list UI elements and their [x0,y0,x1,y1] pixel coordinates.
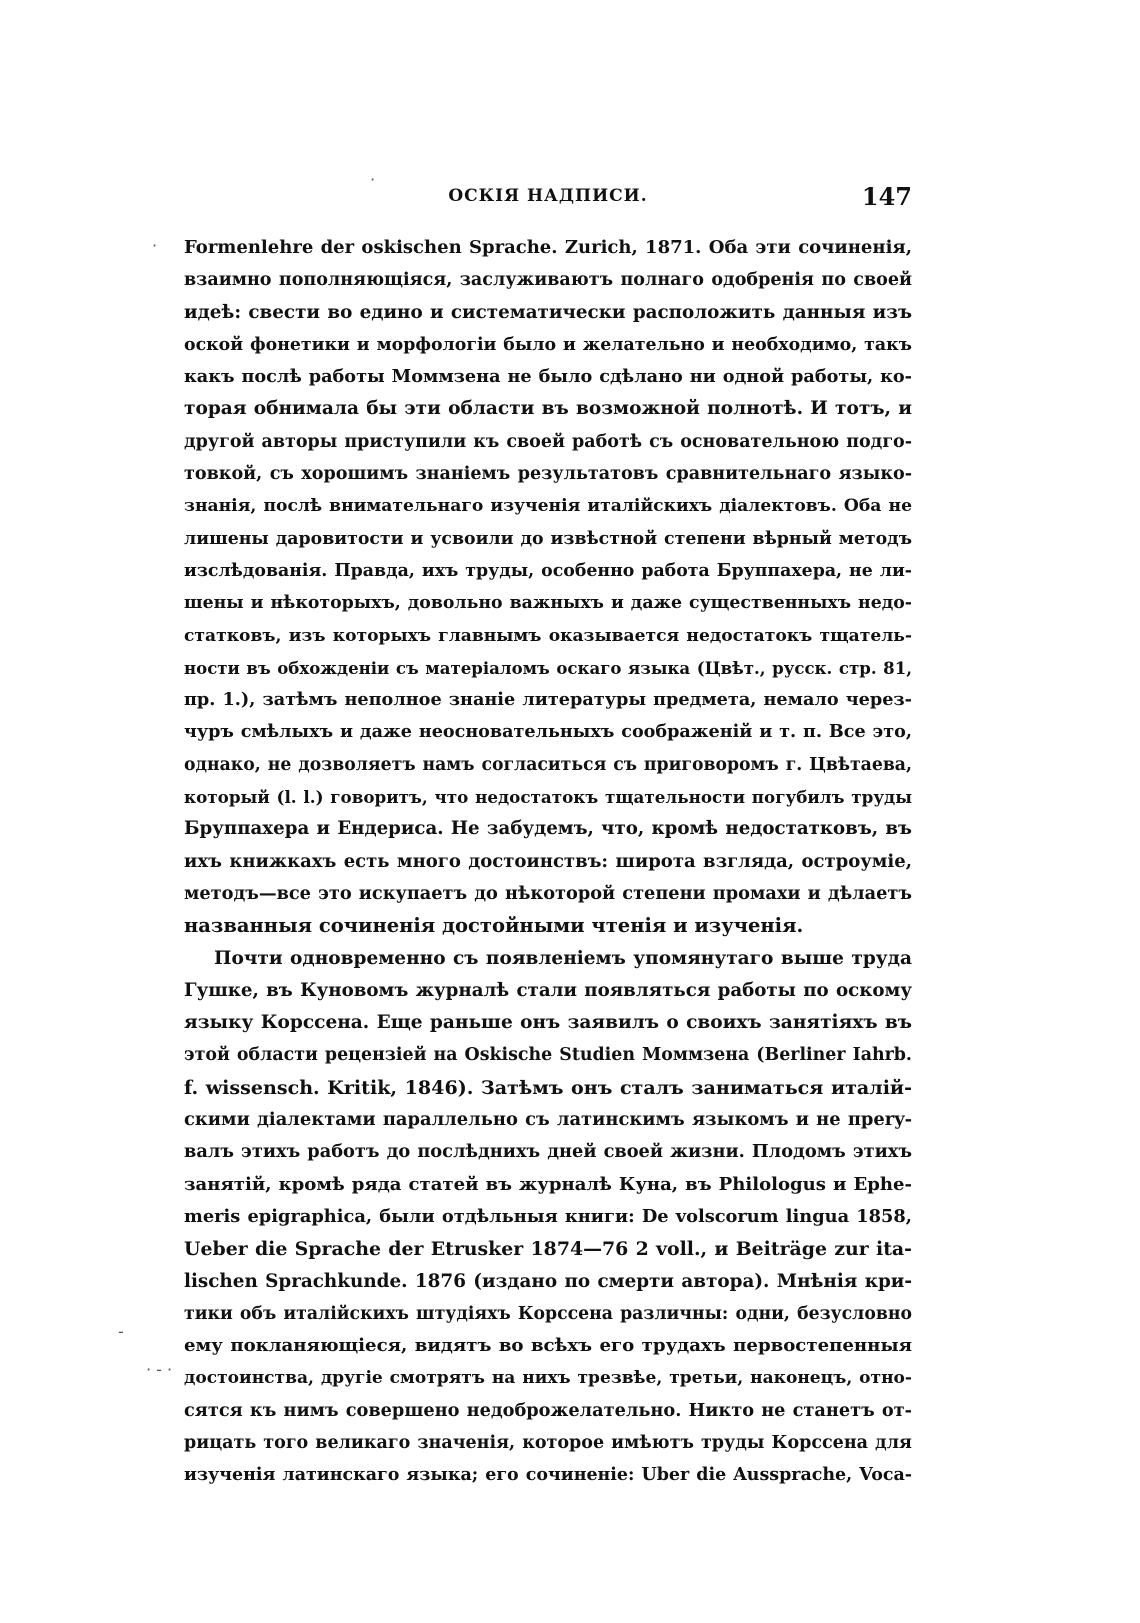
text-line: рицать того великаго значенія, которое имѣютъ труды Корссена для [184,1432,912,1453]
text-line: который (l. l.) говоритъ, что недостатокъ тщательности погубилъ труды [184,787,912,808]
text-line: пр. 1.), затѣмъ неполное знаніе литературы предмета, немало через- [184,689,912,711]
text-line: изученія латинскаго языка; его сочиненіе: Uber die Aussprache, Voca- [184,1465,912,1486]
text-line: meris epigraphica, были отдѣльныя книги: De volscorum lingua 1858, [184,1205,912,1227]
text-line: знанія, послѣ внимательнаго изученія италійскихъ діалектовъ. Оба не [184,496,912,517]
page-number: 147 [861,182,912,211]
running-title: ОСКІЯ НАДПИСИ. [448,186,648,206]
text-line: идеѣ: свести во едино и систематически расположить данныя изъ [184,301,912,323]
text-line: Почти одновременно съ появленіемъ упомянутаго выше труда [214,947,912,969]
text-line: Гушке, въ Куновомъ журналѣ стали появляться работы по оскому [184,979,912,1001]
text-line: языку Корссена. Еще раньше онъ заявилъ о своихъ занятіяхъ въ [184,1012,912,1034]
text-line: оской фонетики и морфологіи было и желательно и необходимо, такъ [184,334,912,355]
body-text [184,232,912,1492]
text-line: ему покланяющіеся, видятъ во всѣхъ его трудахъ первостепенныя [184,1335,912,1357]
paragraph [184,232,912,943]
text-line: тики объ италійскихъ штудіяхъ Корссена различны: одни, безусловно [184,1303,912,1324]
text-line: статковъ, изъ которыхъ главнымъ оказывается недостатокъ тщатель- [184,625,912,646]
text-line: товкой, съ хорошимъ знаніемъ результатовъ сравнительнаго языко- [184,464,912,485]
text-line: изслѣдованія. Правда, ихъ труды, особенно работа Бруппахера, не ли- [184,560,912,581]
text-line: ихъ книжкахъ есть много достоинствъ: широта взгляда, остроуміе, [184,850,912,872]
text-line: ности въ обхожденіи съ матеріаломъ оскаго языка (Цвѣт., русск. стр. 81, [184,657,912,678]
text-line: занятій, кромѣ ряда статей въ журналѣ Куна, въ Philologus и Ephe- [184,1173,912,1195]
paragraph [184,943,912,1492]
text-line: достоинства, другіе смотрятъ на нихъ трезвѣе, третьи, наконецъ, отно- [184,1368,912,1389]
print-speck: · [370,170,376,189]
text-line: сятся къ нимъ совершено недоброжелательно. Никто не станетъ от- [184,1399,912,1421]
text-line: торая обнимала бы эти области въ возможной полнотѣ. И тотъ, и [184,398,912,420]
text-line: названныя сочиненія достойными чтенія и изученія. [184,914,804,938]
print-speck: · - · [146,1360,173,1379]
text-line: Formenlehre der oskischen Sprache. Zurich, 1871. Оба эти сочиненія, [184,237,912,258]
text-line: другой авторы приступили къ своей работѣ съ основательною подго- [184,431,912,452]
text-line: взаимно пополняющіяся, заслуживаютъ полнаго одобренія по своей [184,270,912,291]
text-line: шены и нѣкоторыхъ, довольно важныхъ и даже существенныхъ недо- [184,593,912,614]
text-line: какъ послѣ работы Моммзена не было сдѣлано ни одной работы, ко- [184,366,912,388]
text-line: этой области рецензіей на Oskische Studien Моммзена (Berliner Iahrb. [184,1045,912,1066]
print-speck: - [118,1322,124,1341]
text-line: f. wissensch. Kritik, 1846). Затѣмъ онъ сталъ заниматься италій- [184,1076,912,1099]
text-line: лишены даровитости и усвоили до извѣстной степени вѣрный методъ [184,528,912,549]
text-line: валъ этихъ работъ до послѣднихъ дней своей жизни. Плодомъ этихъ [184,1141,912,1163]
text-line: чуръ смѣлыхъ и даже неосновательныхъ соображеній и т. п. Все это, [184,721,912,743]
text-line: lischen Sprachkunde. 1876 (издано по смерти автора). Мнѣнія кри- [184,1270,912,1292]
text-line: Бруппахера и Ендериса. Не забудемъ, что, кромѣ недостатковъ, въ [184,818,912,840]
text-line: Ueber die Sprache der Etrusker 1874—76 2 voll., и Beiträge zur ita- [184,1238,912,1261]
text-line: однако, не дозволяетъ намъ согласиться съ приговоромъ г. Цвѣтаева, [184,754,912,775]
running-head [184,182,912,218]
print-speck: · [152,236,158,255]
text-line: скими діалектами параллельно съ латинскимъ языкомъ и не прery- [184,1109,912,1131]
text-line: методъ—все это искупаетъ до нѣкоторой степени промахи и дѣлаетъ [184,882,912,904]
